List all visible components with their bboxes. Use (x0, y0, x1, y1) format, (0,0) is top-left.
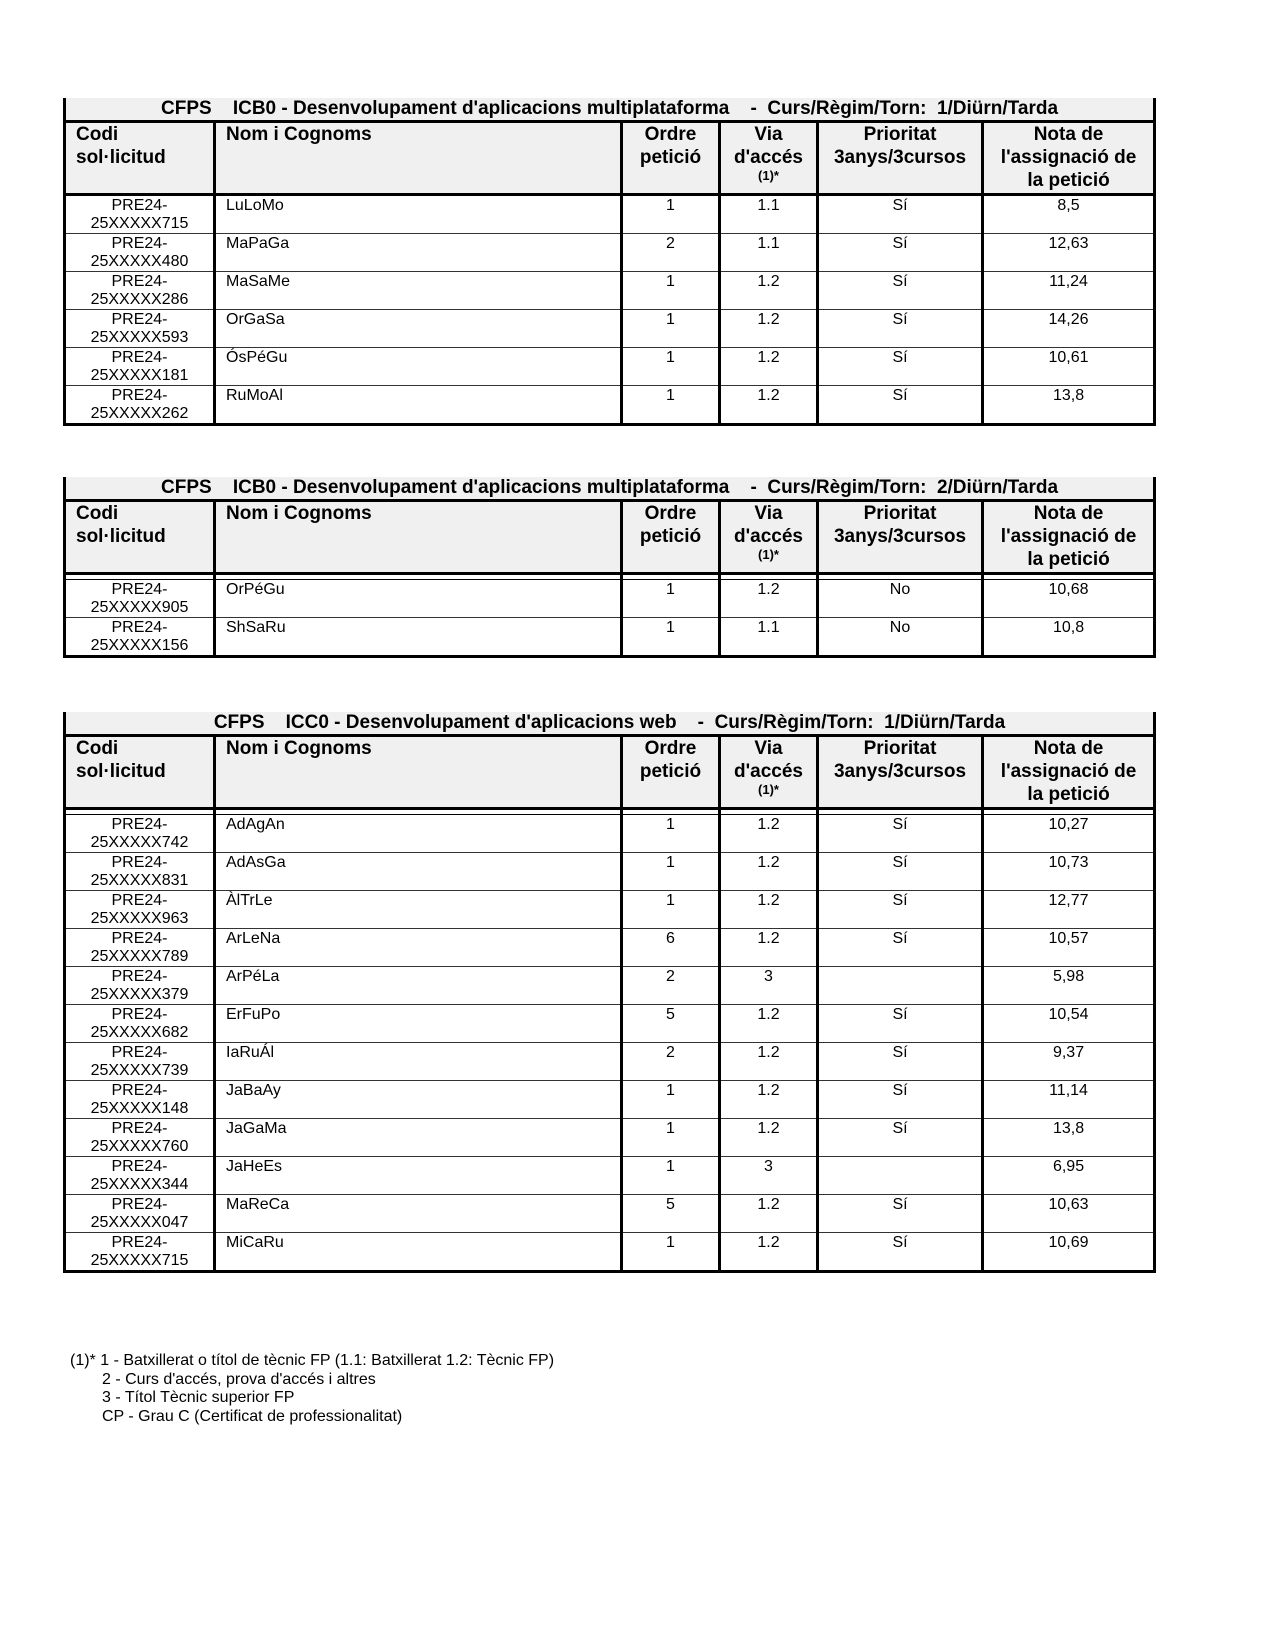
column-header-order: Ordre petició (622, 501, 720, 574)
assignment-grade: 10,69 (983, 1233, 1155, 1272)
applicant-name: MaReCa (215, 1195, 622, 1233)
request-code: PRE24- 25XXXXX715 (65, 195, 215, 234)
table-row (65, 853, 1155, 891)
assignment-grade: 14,26 (983, 310, 1155, 348)
priority: Sí (818, 929, 983, 967)
priority: Sí (818, 1005, 983, 1043)
request-order: 1 (622, 580, 720, 618)
column-header-code: Codi sol·licitud (65, 122, 215, 195)
applicant-name: ArLeNa (215, 929, 622, 967)
assignment-grade: 10,73 (983, 853, 1155, 891)
priority: Sí (818, 272, 983, 310)
priority: Sí (818, 1119, 983, 1157)
request-order: 2 (622, 1043, 720, 1081)
request-order: 1 (622, 1119, 720, 1157)
priority: Sí (818, 195, 983, 234)
priority (818, 1157, 983, 1195)
footnote-line: (1)* 1 - Batxillerat o títol de tècnic FP (1.1: Batxillerat 1.2: Tècnic FP) (70, 1352, 555, 1369)
access-route: 1.2 (720, 386, 818, 425)
assignment-grade: 11,14 (983, 1081, 1155, 1119)
table-row (65, 234, 1155, 272)
applicant-name: ArPéLa (215, 967, 622, 1005)
access-route: 1.2 (720, 1195, 818, 1233)
access-route: 1.2 (720, 815, 818, 853)
table-row (65, 967, 1155, 1005)
column-header-access: Via d'accés (1)* (720, 501, 818, 574)
applicant-name: MiCaRu (215, 1233, 622, 1272)
applicant-name: OrGaSa (215, 310, 622, 348)
request-code: PRE24- 25XXXXX181 (65, 348, 215, 386)
assignment-grade: 10,57 (983, 929, 1155, 967)
request-order: 1 (622, 195, 720, 234)
column-header-name: Nom i Cognoms (215, 122, 622, 195)
assignment-table-icc0-curs1 (63, 712, 1156, 1273)
table-row (65, 929, 1155, 967)
request-code: PRE24- 25XXXXX789 (65, 929, 215, 967)
table-row (65, 815, 1155, 853)
request-code: PRE24- 25XXXXX739 (65, 1043, 215, 1081)
request-code: PRE24- 25XXXXX480 (65, 234, 215, 272)
request-code: PRE24- 25XXXXX286 (65, 272, 215, 310)
request-order: 1 (622, 853, 720, 891)
request-order: 1 (622, 348, 720, 386)
table-title: CFPS ICC0 - Desenvolupament d'aplicacions web - Curs/Règim/Torn: 1/Diürn/Tarda (65, 712, 1155, 736)
table-row (65, 272, 1155, 310)
request-order: 1 (622, 618, 720, 657)
priority: Sí (818, 348, 983, 386)
table-row (65, 1119, 1155, 1157)
applicant-name: ÀlTrLe (215, 891, 622, 929)
priority: No (818, 618, 983, 657)
column-header-name: Nom i Cognoms (215, 736, 622, 809)
applicant-name: MaSaMe (215, 272, 622, 310)
request-code: PRE24- 25XXXXX262 (65, 386, 215, 425)
access-route: 1.2 (720, 853, 818, 891)
table-row (65, 195, 1155, 234)
column-header-order: Ordre petició (622, 122, 720, 195)
column-header-name: Nom i Cognoms (215, 501, 622, 574)
request-code: PRE24- 25XXXXX682 (65, 1005, 215, 1043)
column-header-access: Via d'accés (1)* (720, 736, 818, 809)
priority (818, 967, 983, 1005)
table-row (65, 618, 1155, 657)
request-order: 1 (622, 1157, 720, 1195)
request-code: PRE24- 25XXXXX593 (65, 310, 215, 348)
footnote-line: 3 - Títol Tècnic superior FP (102, 1389, 295, 1406)
priority: Sí (818, 234, 983, 272)
table-row (65, 386, 1155, 425)
column-header-grade: Nota de l'assignació de la petició (983, 501, 1155, 574)
table-row (65, 1043, 1155, 1081)
request-code: PRE24- 25XXXXX047 (65, 1195, 215, 1233)
assignment-grade: 12,63 (983, 234, 1155, 272)
applicant-name: AdAgAn (215, 815, 622, 853)
request-code: PRE24- 25XXXXX963 (65, 891, 215, 929)
column-header-priority: Prioritat 3anys/3cursos (818, 736, 983, 809)
assignment-table-icb0-curs1 (63, 98, 1156, 426)
request-code: PRE24- 25XXXXX905 (65, 580, 215, 618)
access-route: 1.2 (720, 1043, 818, 1081)
request-order: 1 (622, 1233, 720, 1272)
column-header-code: Codi sol·licitud (65, 736, 215, 809)
applicant-name: JaBaAy (215, 1081, 622, 1119)
footnote-line: CP - Grau C (Certificat de professionalitat) (102, 1407, 403, 1425)
request-code: PRE24- 25XXXXX760 (65, 1119, 215, 1157)
assignment-grade: 10,63 (983, 1195, 1155, 1233)
table-row (65, 1233, 1155, 1272)
access-route: 1.2 (720, 1005, 818, 1043)
assignment-grade: 6,95 (983, 1157, 1155, 1195)
priority: Sí (818, 310, 983, 348)
access-route: 1.2 (720, 891, 818, 929)
assignment-table-icb0-curs2 (63, 477, 1156, 658)
column-header-grade: Nota de l'assignació de la petició (983, 736, 1155, 809)
priority: Sí (818, 1081, 983, 1119)
assignment-grade: 10,54 (983, 1005, 1155, 1043)
assignment-grade: 10,68 (983, 580, 1155, 618)
table-row (65, 580, 1155, 618)
request-order: 5 (622, 1195, 720, 1233)
table-row (65, 891, 1155, 929)
access-route: 1.1 (720, 234, 818, 272)
priority: Sí (818, 1233, 983, 1272)
assignment-grade: 11,24 (983, 272, 1155, 310)
priority: Sí (818, 1195, 983, 1233)
request-code: PRE24- 25XXXXX831 (65, 853, 215, 891)
request-order: 1 (622, 1081, 720, 1119)
assignment-grade: 13,8 (983, 1119, 1155, 1157)
request-code: PRE24- 25XXXXX742 (65, 815, 215, 853)
assignment-grade: 9,37 (983, 1043, 1155, 1081)
request-order: 6 (622, 929, 720, 967)
table-row (65, 1081, 1155, 1119)
table-row (65, 1005, 1155, 1043)
access-route-footnote (70, 1352, 554, 1426)
applicant-name: LuLoMo (215, 195, 622, 234)
request-code: PRE24- 25XXXXX715 (65, 1233, 215, 1272)
request-order: 1 (622, 272, 720, 310)
access-route: 1.1 (720, 195, 818, 234)
table-row (65, 310, 1155, 348)
access-route: 1.2 (720, 929, 818, 967)
access-route: 1.2 (720, 1081, 818, 1119)
access-route: 3 (720, 967, 818, 1005)
applicant-name: AdAsGa (215, 853, 622, 891)
priority: No (818, 580, 983, 618)
assignment-grade: 10,61 (983, 348, 1155, 386)
assignment-grade: 10,8 (983, 618, 1155, 657)
request-code: PRE24- 25XXXXX344 (65, 1157, 215, 1195)
column-header-grade: Nota de l'assignació de la petició (983, 122, 1155, 195)
request-order: 2 (622, 967, 720, 1005)
priority: Sí (818, 815, 983, 853)
request-order: 1 (622, 386, 720, 425)
request-order: 1 (622, 310, 720, 348)
access-route: 1.2 (720, 310, 818, 348)
applicant-name: MaPaGa (215, 234, 622, 272)
applicant-name: ErFuPo (215, 1005, 622, 1043)
table-row (65, 1195, 1155, 1233)
table-title: CFPS ICB0 - Desenvolupament d'aplicacions multiplataforma - Curs/Règim/Torn: 2/Diürn/Tarda (65, 477, 1155, 501)
access-route: 1.2 (720, 1119, 818, 1157)
assignment-grade: 12,77 (983, 891, 1155, 929)
column-header-access: Via d'accés (1)* (720, 122, 818, 195)
applicant-name: IaRuÁl (215, 1043, 622, 1081)
table-title: CFPS ICB0 - Desenvolupament d'aplicacions multiplataforma - Curs/Règim/Torn: 1/Diürn/Tarda (65, 98, 1155, 122)
access-route: 1.2 (720, 272, 818, 310)
column-header-code: Codi sol·licitud (65, 501, 215, 574)
access-route: 3 (720, 1157, 818, 1195)
column-header-priority: Prioritat 3anys/3cursos (818, 122, 983, 195)
applicant-name: RuMoAl (215, 386, 622, 425)
column-header-priority: Prioritat 3anys/3cursos (818, 501, 983, 574)
request-code: PRE24- 25XXXXX148 (65, 1081, 215, 1119)
priority: Sí (818, 386, 983, 425)
priority: Sí (818, 853, 983, 891)
request-order: 1 (622, 815, 720, 853)
applicant-name: JaHeEs (215, 1157, 622, 1195)
access-route: 1.2 (720, 1233, 818, 1272)
applicant-name: JaGaMa (215, 1119, 622, 1157)
assignment-grade: 13,8 (983, 386, 1155, 425)
access-route: 1.2 (720, 580, 818, 618)
request-code: PRE24- 25XXXXX379 (65, 967, 215, 1005)
assignment-grade: 10,27 (983, 815, 1155, 853)
request-order: 2 (622, 234, 720, 272)
access-route: 1.1 (720, 618, 818, 657)
applicant-name: ShSaRu (215, 618, 622, 657)
request-order: 5 (622, 1005, 720, 1043)
table-row (65, 1157, 1155, 1195)
column-header-order: Ordre petició (622, 736, 720, 809)
applicant-name: ÓsPéGu (215, 348, 622, 386)
assignment-grade: 8,5 (983, 195, 1155, 234)
priority: Sí (818, 891, 983, 929)
access-route: 1.2 (720, 348, 818, 386)
table-row (65, 348, 1155, 386)
request-code: PRE24- 25XXXXX156 (65, 618, 215, 657)
assignment-grade: 5,98 (983, 967, 1155, 1005)
applicant-name: OrPéGu (215, 580, 622, 618)
request-order: 1 (622, 891, 720, 929)
footnote-line: 2 - Curs d'accés, prova d'accés i altres (102, 1370, 376, 1388)
priority: Sí (818, 1043, 983, 1081)
